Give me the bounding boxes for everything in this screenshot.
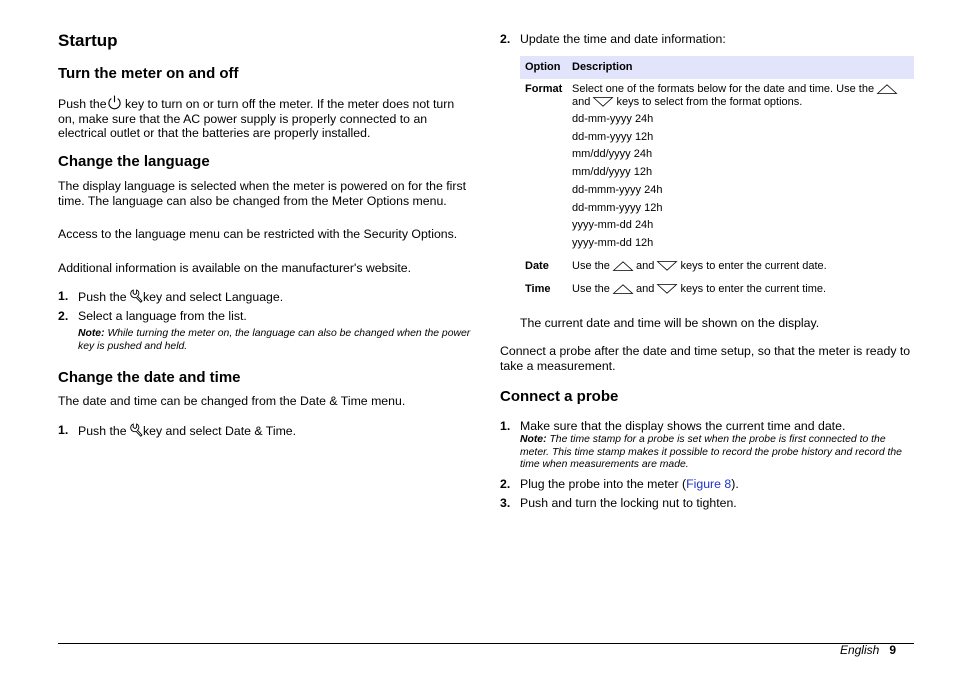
note-language: Note: While turning the meter on, the language can also be changed when the power key is pushed and held. [78, 328, 471, 352]
option-format: Format [525, 83, 563, 95]
step-number: 2. [500, 32, 511, 46]
power-icon [107, 95, 122, 110]
figure-8-link[interactable]: Figure 8 [686, 477, 732, 491]
para-language-1: The display language is selected when the meter is powered on for the first time. The language can also be changed from the Meter Options menu. [58, 179, 467, 208]
step-number: 2. [58, 309, 69, 323]
down-arrow-icon [657, 284, 677, 294]
format-option: yyyy-mm-dd 12h [572, 236, 654, 249]
up-arrow-icon [877, 84, 897, 94]
step-number: 1. [500, 419, 511, 433]
down-arrow-icon [593, 97, 613, 107]
wrench-icon [130, 423, 143, 437]
step-probe-3: Push and turn the locking nut to tighten. [520, 496, 737, 510]
para-language-2: Access to the language menu can be restricted with the Security Options. [58, 227, 458, 241]
note-probe: Note: The time stamp for a probe is set when the probe is first connected to the meter. This time stamp makes it possible to record the probe history and record the time when measurements are made. [520, 434, 902, 471]
step-number: 1. [58, 289, 69, 303]
up-arrow-icon [613, 284, 633, 294]
footer-rule [58, 643, 914, 644]
para-power: Push the key to turn on or turn off the meter. If the meter does not turn on, make sure that the AC power supply is properly connected to an electrical outlet or that the batteries are properly installed. [58, 97, 455, 141]
para-language-3: Additional information is available on the manufacturer's website. [58, 261, 412, 275]
step-language-2: Select a language from the list. [78, 309, 247, 323]
footer-language: English [839, 643, 880, 657]
format-option: dd-mmm-yyyy 12h [572, 201, 663, 214]
step-update-date-time: Update the time and date information: [520, 32, 726, 46]
option-date: Date [525, 260, 549, 272]
para-connect-probe: Connect a probe after the date and time setup, so that the meter is ready to take a measurement. [500, 344, 911, 373]
format-option: yyyy-mm-dd 24h [572, 219, 654, 232]
header-option: Option [525, 61, 561, 73]
format-option: dd-mm-yyyy 12h [572, 130, 654, 143]
table-header [520, 56, 914, 79]
format-option: dd-mmm-yyyy 24h [572, 183, 663, 196]
date-description: Use the and keys to enter the current date. [572, 260, 827, 272]
step-probe-2: Plug the probe into the meter (Figure 8). [520, 477, 739, 491]
up-arrow-icon [613, 261, 633, 271]
step-probe-1: Make sure that the display shows the current time and date. [520, 419, 846, 433]
option-time: Time [525, 283, 551, 295]
step-language-1: Push the key and select Language. [78, 290, 284, 304]
heading-change-language: Change the language [58, 153, 210, 170]
format-option: mm/dd/yyyy 24h [572, 148, 653, 161]
step-number: 2. [500, 477, 511, 491]
header-description: Description [572, 61, 633, 73]
page-number: 9 [889, 643, 896, 657]
para-date-time: The date and time can be changed from the Date & Time menu. [58, 394, 406, 408]
para-after-table: The current date and time will be shown on the display. [520, 316, 820, 330]
footer [840, 643, 896, 657]
step-number: 1. [58, 423, 69, 437]
heading-connect-probe: Connect a probe [500, 388, 619, 405]
heading-turn-on-off: Turn the meter on and off [58, 65, 239, 82]
wrench-icon [130, 289, 143, 303]
format-option: dd-mm-yyyy 24h [572, 113, 654, 125]
step-date-time-1: Push the key and select Date & Time. [78, 424, 297, 438]
format-description: Select one of the formats below for the date and time. Use the and keys to select from the format options. [572, 83, 912, 109]
time-description: Use the and keys to enter the current time. [572, 283, 827, 295]
step-number: 3. [500, 496, 511, 510]
format-option: mm/dd/yyyy 12h [572, 166, 653, 179]
page-title: Startup [58, 31, 118, 50]
down-arrow-icon [657, 261, 677, 271]
heading-change-date-time: Change the date and time [58, 369, 241, 386]
